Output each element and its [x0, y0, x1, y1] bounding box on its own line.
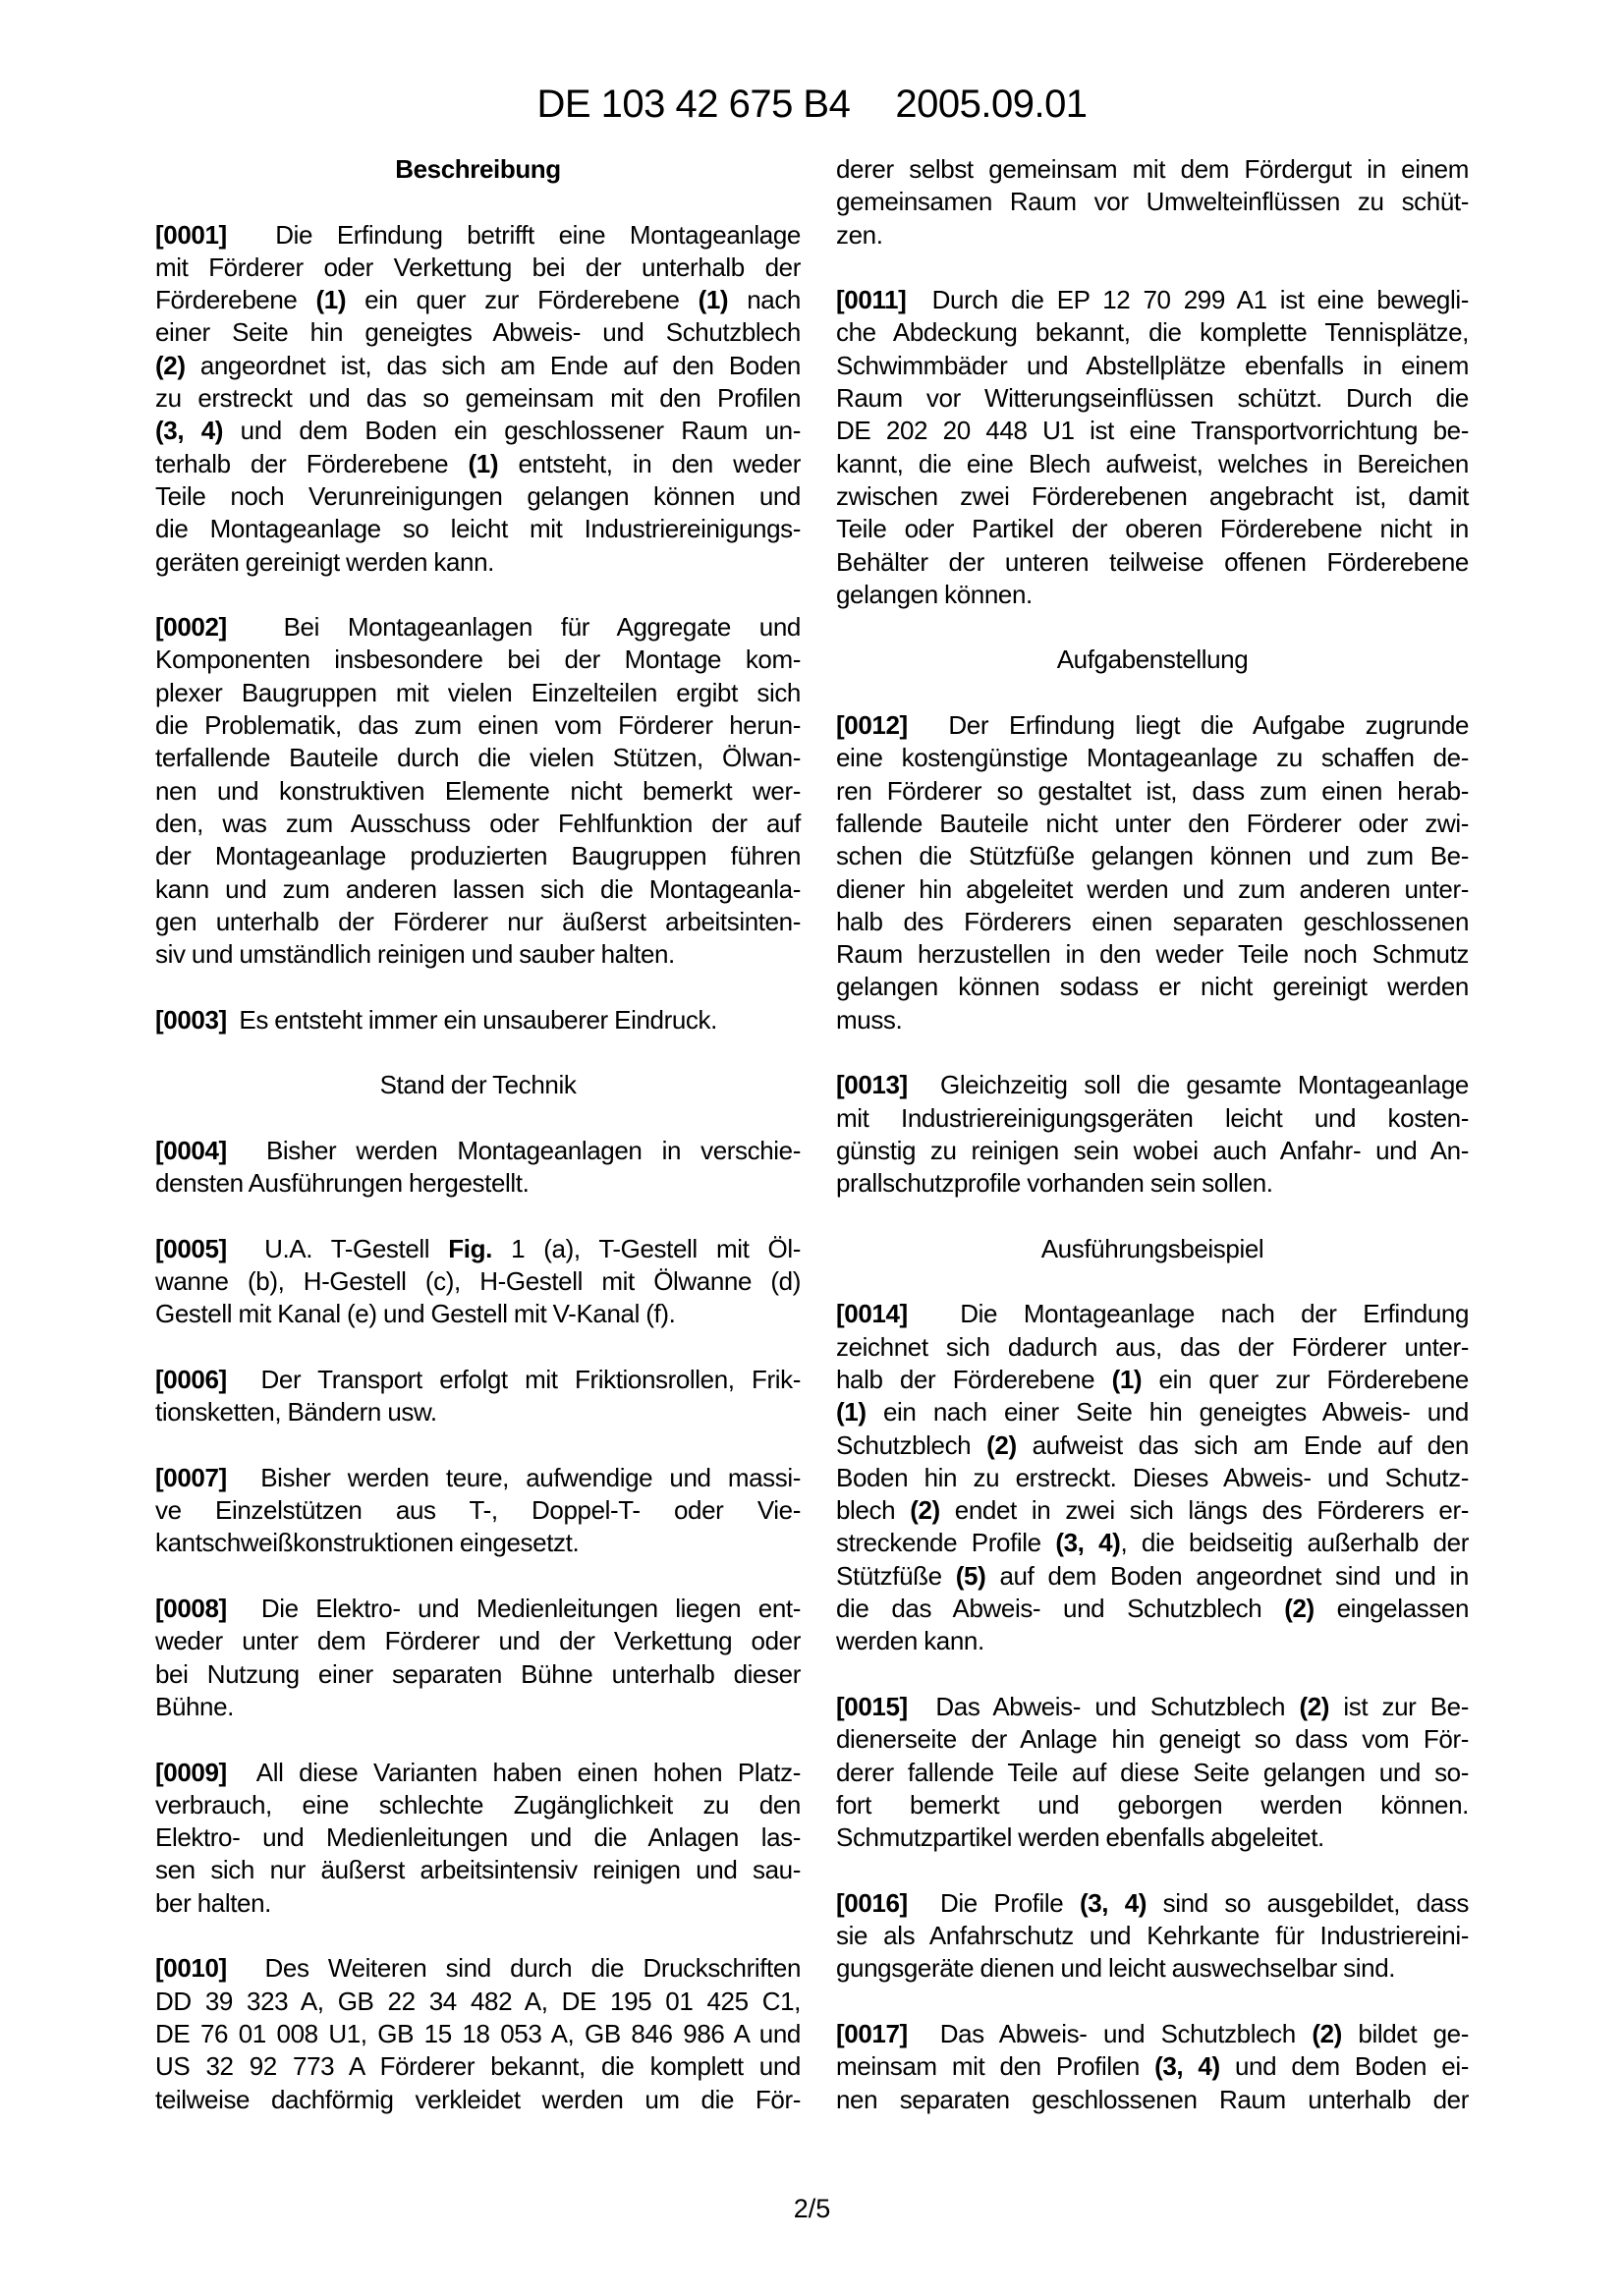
paragraph — [155, 1462, 801, 1560]
text-line: [0013] Gleichzeitig soll die gesamte Montageanlage — [836, 1070, 1469, 1100]
left-column — [155, 153, 801, 2116]
text-line: Schutzblech (2) aufweist das sich am Ende auf den — [836, 1429, 1469, 1460]
text-line: meinsam mit den Profilen (3, 4) und dem Boden ei- — [836, 2051, 1469, 2082]
text-line: Boden hin zu erstreckt. Dieses Abweis- und Schutz- — [836, 1462, 1469, 1492]
text-line: weder unter dem Förderer und der Verkettung oder — [155, 1626, 801, 1656]
paragraph — [155, 611, 801, 971]
paragraph — [836, 284, 1469, 611]
paragraph — [836, 1691, 1469, 1854]
section-heading — [836, 644, 1469, 676]
bold-run: [0014] — [836, 1299, 908, 1329]
text-line: Schmutzpartikel werden ebenfalls abgeleitet. — [836, 1822, 1324, 1853]
bold-run: [0004] — [155, 1135, 227, 1165]
bold-run: [0007] — [155, 1462, 227, 1492]
publication-number: DE 103 42 675 B4 — [536, 83, 851, 126]
paragraph — [836, 153, 1469, 252]
text-line: der Montageanlage produzierten Baugruppen führen — [155, 841, 801, 871]
bold-run: [0006] — [155, 1364, 227, 1394]
text-line: [0008] Die Elektro- und Medienleitungen liegen ent- — [155, 1594, 801, 1624]
text-line: schen die Stützfüße gelangen können und zum Be- — [836, 841, 1469, 871]
paragraph — [155, 219, 801, 579]
text-line: nen und konstruktiven Elemente nicht bemerkt wer- — [155, 775, 801, 806]
bold-run: [0001] — [155, 219, 227, 250]
text-line: Teile oder Partikel der oberen Förderebene nicht in — [836, 514, 1469, 544]
text-line: gelangen können sodass er nicht gereinigt werden — [836, 972, 1469, 1002]
bold-run: (2) — [1284, 1594, 1315, 1624]
text-line: [0010] Des Weiteren sind durch die Druckschriften — [155, 1953, 801, 1984]
text-line: zen. — [836, 219, 883, 250]
bold-run: (1) — [315, 285, 347, 315]
bold-run: (2) — [1299, 1691, 1330, 1721]
text-line: prallschutzprofile vorhanden sein sollen. — [836, 1168, 1273, 1199]
text-line: blech (2) endet in zwei sich längs des Förderers er- — [836, 1495, 1470, 1526]
text-line: (1) ein nach einer Seite hin geneigtes Abweis- und — [836, 1397, 1469, 1428]
text-line: (2) angeordnet ist, das sich am Ende auf den Boden — [155, 350, 801, 380]
text-line: die Montageanlage so leicht mit Industriereinigungs- — [155, 514, 801, 544]
section-heading — [836, 1233, 1469, 1265]
text-line: eine kostengünstige Montageanlage zu schaffen de- — [836, 743, 1469, 773]
page-header — [155, 82, 1469, 127]
text-line: densten Ausführungen hergestellt. — [155, 1168, 530, 1199]
text-line: gen unterhalb der Förderer nur äußerst arbeitsinten- — [155, 906, 801, 936]
heading-text: Beschreibung — [395, 154, 561, 184]
text-line: ve Einzelstützen aus T-, Doppel-T- oder Vie- — [155, 1495, 801, 1526]
paragraph — [155, 1757, 801, 1920]
text-line: wanne (b), H-Gestell (c), H-Gestell mit Ölwanne (d) — [155, 1266, 801, 1297]
text-line: Raum vor Witterungseinflüssen schützt. Durch die — [836, 383, 1469, 414]
paragraph — [155, 1233, 801, 1331]
bold-run: [0010] — [155, 1953, 227, 1984]
text-line: den, was zum Ausschuss oder Fehlfunktion der auf — [155, 808, 801, 838]
page-number: 2/5 — [793, 2194, 831, 2223]
text-line: tionsketten, Bändern usw. — [155, 1397, 437, 1428]
text-line: Teile noch Verunreinigungen gelangen können und — [155, 480, 801, 511]
text-line: gemeinsamen Raum vor Umwelteinflüssen zu schüt- — [836, 187, 1469, 217]
text-line: [0011] Durch die EP 12 70 299 A1 ist eine bewegli- — [836, 285, 1469, 315]
text-line: [0004] Bisher werden Montageanlagen in verschie- — [155, 1135, 801, 1165]
paragraph — [155, 1135, 801, 1201]
bold-run: (5) — [955, 1560, 986, 1591]
bold-run: (2) — [1312, 2018, 1342, 2048]
paragraph — [836, 2018, 1469, 2116]
bold-run: [0002] — [155, 612, 227, 643]
text-line: US 32 92 773 A Förderer bekannt, die komplett und — [155, 2051, 801, 2082]
text-line: [0009] All diese Varianten haben einen hohen Platz- — [155, 1757, 801, 1787]
text-line: [0005] U.A. T-Gestell Fig. 1 (a), T-Gestell mit Öl- — [155, 1233, 802, 1263]
text-line: dienerseite der Anlage hin geneigt so dass vom För- — [836, 1724, 1469, 1755]
text-line: derer selbst gemeinsam mit dem Fördergut in einem — [836, 154, 1469, 184]
text-line: halb des Förderers einen separaten geschlossenen — [836, 906, 1469, 936]
bold-run: (3, 4) — [1154, 2051, 1220, 2082]
text-line: zu erstreckt und das so gemeinsam mit den Profilen — [155, 383, 801, 414]
paragraph — [155, 1952, 801, 2115]
paragraph — [836, 1298, 1469, 1657]
text-line: Stützfüße (5) auf dem Boden angeordnet sind und in — [836, 1560, 1469, 1591]
text-line: kantschweißkonstruktionen eingesetzt. — [155, 1528, 580, 1558]
text-line: muss. — [836, 1004, 903, 1035]
text-line: DD 39 323 A, GB 22 34 482 A, DE 195 01 425 C1, — [155, 1986, 801, 2016]
bold-run: (1) — [468, 448, 499, 478]
text-line: siv und umständlich reinigen und sauber halten. — [155, 939, 675, 970]
section-heading — [155, 153, 801, 186]
text-line: kannt, die eine Blech aufweist, welches in Bereichen — [836, 448, 1469, 478]
text-line: [0012] Der Erfindung liegt die Aufgabe zugrunde — [836, 710, 1469, 741]
text-line: [0015] Das Abweis- und Schutzblech (2) ist zur Be- — [836, 1691, 1470, 1721]
bold-run: (3, 4) — [1079, 1887, 1147, 1918]
text-line: geräten gereinigt werden kann. — [155, 546, 494, 577]
bold-run: (3, 4) — [1055, 1528, 1121, 1558]
bold-run: [0016] — [836, 1887, 908, 1918]
heading-text: Aufgabenstellung — [1056, 644, 1249, 675]
paragraph — [155, 1593, 801, 1723]
text-line: terhalb der Förderebene (1) entsteht, in den weder — [155, 448, 801, 478]
text-line: Bühne. — [155, 1691, 235, 1721]
bold-run: (1) — [836, 1397, 867, 1428]
text-line: [0003] Es entsteht immer ein unsauberer Eindruck. — [155, 1004, 717, 1035]
text-line: Gestell mit Kanal (e) und Gestell mit V-Kanal (f). — [155, 1299, 676, 1329]
text-line: [0017] Das Abweis- und Schutzblech (2) bildet ge- — [836, 2018, 1469, 2048]
bold-run: (2) — [910, 1495, 940, 1526]
text-line: werden kann. — [836, 1626, 984, 1656]
text-line: ren Förderer so gestaltet ist, dass zum einen herab- — [836, 775, 1469, 806]
text-line: mit Industriereinigungsgeräten leicht und kosten- — [836, 1102, 1469, 1133]
bold-run: (1) — [698, 285, 729, 315]
text-line: [0001] Die Erfindung betrifft eine Montageanlage — [155, 219, 801, 250]
text-line: gungsgeräte dienen und leicht auswechselbar sind. — [836, 1953, 1396, 1984]
bold-run: (1) — [1111, 1364, 1143, 1394]
text-line: [0006] Der Transport erfolgt mit Friktionsrollen, Frik- — [155, 1364, 801, 1394]
text-line: diener hin abgeleitet werden und zum anderen unter- — [836, 873, 1469, 904]
bold-run: [0008] — [155, 1594, 227, 1624]
text-line: Schwimmbäder und Abstellplätze ebenfalls in einem — [836, 350, 1469, 380]
text-line: zeichnet sich dadurch aus, das der Förderer unter- — [836, 1331, 1469, 1362]
bold-run: [0015] — [836, 1691, 908, 1721]
heading-text: Stand der Technik — [379, 1070, 577, 1100]
text-line: halb der Förderebene (1) ein quer zur Förderebene — [836, 1364, 1469, 1394]
bold-run: [0005] — [155, 1233, 227, 1263]
publication-date: 2005.09.01 — [895, 83, 1088, 126]
heading-text: Ausführungsbeispiel — [1040, 1233, 1264, 1263]
bold-run: [0009] — [155, 1757, 227, 1787]
text-line: [0014] Die Montageanlage nach der Erfindung — [836, 1299, 1469, 1329]
text-line: streckende Profile (3, 4), die beidseitig außerhalb der — [836, 1528, 1469, 1558]
text-line: ber halten. — [155, 1887, 271, 1918]
paragraph — [836, 1887, 1469, 1986]
text-line: che Abdeckung bekannt, die komplette Tennisplätze, — [836, 317, 1469, 348]
paragraph — [836, 1069, 1469, 1200]
bold-run: [0003] — [155, 1004, 227, 1035]
text-line: fort bemerkt und geborgen werden können. — [836, 1789, 1469, 1820]
text-line: fallende Bauteile nicht unter den Förderer oder zwi- — [836, 808, 1469, 838]
text-line: mit Förderer oder Verkettung bei der unterhalb der — [155, 252, 801, 282]
bold-run: Fig. — [448, 1233, 492, 1263]
text-line: [0002] Bei Montageanlagen für Aggregate und — [155, 612, 801, 643]
text-line: teilweise dachförmig verkleidet werden um die För- — [155, 2084, 801, 2114]
text-line: günstig zu reinigen sein wobei auch Anfahr- und An- — [836, 1135, 1469, 1165]
text-line: Raum herzustellen in den weder Teile noch Schmutz — [836, 939, 1469, 970]
text-line: derer fallende Teile auf diese Seite gelangen und so- — [836, 1757, 1469, 1787]
text-line: bei Nutzung einer separaten Bühne unterhalb dieser — [155, 1658, 801, 1689]
paragraph — [155, 1364, 801, 1429]
text-line: Förderebene (1) ein quer zur Förderebene (1) nach — [155, 285, 801, 315]
text-line: einer Seite hin geneigtes Abweis- und Schutzblech — [155, 317, 801, 348]
text-line: verbrauch, eine schlechte Zugänglichkeit zu den — [155, 1789, 801, 1820]
bold-run: (2) — [155, 350, 186, 380]
text-line: DE 76 01 008 U1, GB 15 18 053 A, GB 846 986 A und — [155, 2018, 801, 2048]
text-line: die Problematik, das zum einen vom Förderer herun- — [155, 710, 801, 741]
text-line: terfallende Bauteile durch die vielen Stützen, Ölwan- — [155, 743, 801, 773]
paragraph — [155, 1004, 801, 1036]
text-line: zwischen zwei Förderebenen angebracht ist, damit — [836, 480, 1469, 511]
page-footer — [155, 2193, 1469, 2225]
bold-run: [0012] — [836, 710, 908, 741]
text-line: Elektro- und Medienleitungen und die Anlagen las- — [155, 1822, 801, 1853]
text-line: kann und zum anderen lassen sich die Montageanla- — [155, 873, 801, 904]
bold-run: (3, 4) — [155, 416, 224, 446]
bold-run: [0011] — [836, 285, 907, 315]
text-line: [0007] Bisher werden teure, aufwendige und massi- — [155, 1462, 801, 1492]
text-line: die das Abweis- und Schutzblech (2) eingelassen — [836, 1594, 1469, 1624]
text-line: DE 202 20 448 U1 ist eine Transportvorrichtung be- — [836, 416, 1469, 446]
text-line: [0016] Die Profile (3, 4) sind so ausgebildet, dass — [836, 1887, 1469, 1918]
paragraph — [836, 709, 1469, 1036]
text-line: gelangen können. — [836, 579, 1033, 609]
text-line: (3, 4) und dem Boden ein geschlossener Raum un- — [155, 416, 801, 446]
text-line: plexer Baugruppen mit vielen Einzelteilen ergibt sich — [155, 677, 801, 707]
right-column — [836, 153, 1469, 2116]
text-line: sie als Anfahrschutz und Kehrkante für Industriereini- — [836, 1921, 1469, 1951]
text-line: Behälter der unteren teilweise offenen Förderebene — [836, 546, 1469, 577]
bold-run: [0017] — [836, 2018, 908, 2048]
text-line: Komponenten insbesondere bei der Montage kom- — [155, 644, 801, 675]
bold-run: (2) — [986, 1429, 1017, 1460]
text-line: nen separaten geschlossenen Raum unterhalb der — [836, 2084, 1469, 2114]
text-line: sen sich nur äußerst arbeitsintensiv reinigen und sau- — [155, 1855, 801, 1885]
bold-run: [0013] — [836, 1070, 908, 1100]
section-heading — [155, 1069, 801, 1101]
